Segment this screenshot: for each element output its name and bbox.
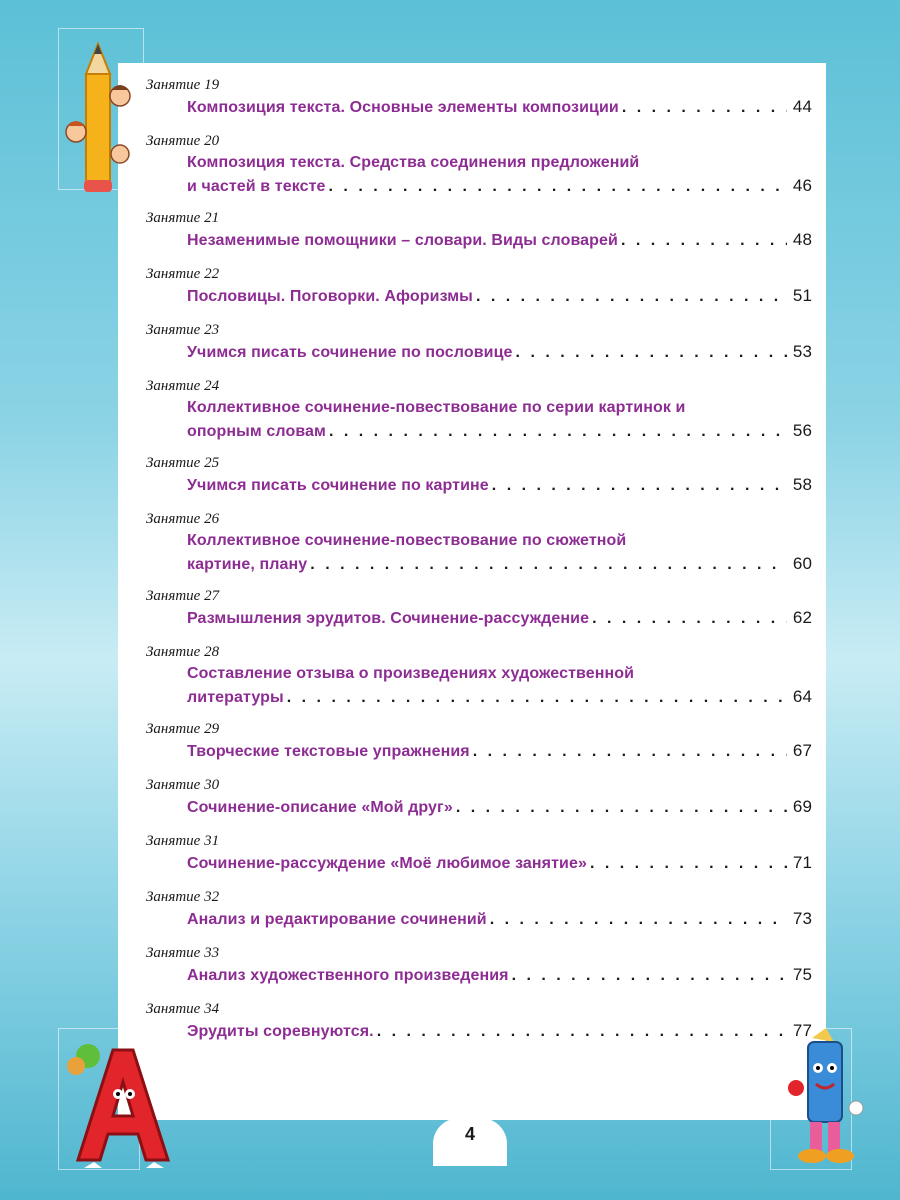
page-ref: 69 [792, 797, 812, 816]
lesson-title [187, 963, 812, 986]
title-line [187, 1019, 812, 1042]
title-text: Анализ и редактирование сочинений [187, 911, 487, 928]
lesson-label: Занятие 33 [146, 945, 220, 961]
title-text: Эрудиты соревнуются. [187, 1023, 374, 1040]
toc-entry [146, 453, 812, 509]
dot-leader [310, 553, 787, 576]
title-text: литературы [187, 689, 284, 706]
title-text: Сочинение-рассуждение «Моё любимое занятие» [187, 855, 587, 872]
lesson-label: Занятие 29 [146, 721, 220, 737]
toc-entry [146, 586, 812, 642]
lesson-title [187, 907, 812, 930]
page-ref: 56 [792, 421, 812, 440]
title-text: Коллективное сочинение-повествование по серии картинок и [187, 399, 686, 416]
page-ref: 73 [792, 909, 812, 928]
lesson-title [187, 396, 812, 442]
dot-leader [622, 96, 787, 119]
title-text: Композиция текста. Основные элементы композиции [187, 99, 619, 116]
lesson-title [187, 662, 812, 708]
title-line [187, 963, 812, 986]
dot-leader [512, 964, 787, 987]
page-ref: 53 [792, 342, 812, 361]
lesson-label: Занятие 27 [146, 588, 220, 604]
toc-entry [146, 887, 812, 943]
dot-leader [329, 175, 787, 198]
title-text: картине, плану [187, 556, 308, 573]
toc-entry [146, 264, 812, 320]
lesson-title [187, 739, 812, 762]
lesson-label: Занятие 24 [146, 378, 220, 394]
title-text: Коллективное сочинение-повествование по сюжетной [187, 532, 627, 549]
page-ref: 67 [792, 741, 812, 760]
lesson-label: Занятие 23 [146, 322, 220, 338]
page-ref: 44 [792, 97, 812, 116]
lesson-title [187, 473, 812, 496]
title-line [187, 685, 812, 708]
toc-entry [146, 208, 812, 264]
dot-leader [516, 341, 787, 364]
dot-leader [473, 740, 787, 763]
dot-leader [592, 607, 787, 630]
page-ref: 62 [792, 608, 812, 627]
title-line [187, 419, 812, 442]
lesson-title [187, 95, 812, 118]
dot-leader [287, 686, 787, 709]
title-line [187, 739, 812, 762]
title-text: Учимся писать сочинение по пословице [187, 344, 513, 361]
dot-leader [490, 908, 787, 931]
lesson-label: Занятие 25 [146, 455, 220, 471]
title-text: Пословицы. Поговорки. Афоризмы [187, 288, 473, 305]
toc-entry [146, 775, 812, 831]
title-line [187, 174, 812, 197]
toc-entry [146, 999, 812, 1055]
page-ref: 75 [792, 965, 812, 984]
page-ref: 77 [792, 1021, 812, 1040]
lesson-label: Занятие 26 [146, 511, 220, 527]
title-text: и частей в тексте [187, 178, 326, 195]
title-text: Композиция текста. Средства соединения предложений [187, 154, 640, 171]
title-text: Сочинение-описание «Мой друг» [187, 799, 453, 816]
toc-entry [146, 509, 812, 586]
page-ref: 64 [792, 687, 812, 706]
lesson-title [187, 606, 812, 629]
title-line [187, 795, 812, 818]
title-line [187, 552, 812, 575]
page-ref: 60 [792, 554, 812, 573]
toc-entry [146, 320, 812, 376]
dot-leader [492, 474, 787, 497]
title-text: Анализ художественного произведения [187, 967, 509, 984]
toc-entry [146, 131, 812, 208]
lesson-title [187, 151, 812, 197]
title-line [187, 396, 812, 419]
lesson-label: Занятие 22 [146, 266, 220, 282]
title-line [187, 473, 812, 496]
lesson-label: Занятие 20 [146, 133, 220, 149]
title-line [187, 284, 812, 307]
lesson-label: Занятие 32 [146, 889, 220, 905]
title-text: Учимся писать сочинение по картине [187, 477, 489, 494]
title-text: опорным словам [187, 423, 326, 440]
page-ref: 48 [792, 230, 812, 249]
page-number: 4 [464, 1124, 475, 1144]
dot-leader [476, 285, 787, 308]
title-text: Размышления эрудитов. Сочинение-рассуждение [187, 610, 590, 627]
lesson-label: Занятие 21 [146, 210, 220, 226]
lesson-title [187, 340, 812, 363]
toc-entry [146, 831, 812, 887]
toc-entry [146, 376, 812, 453]
lesson-title [187, 284, 812, 307]
lesson-title [187, 228, 812, 251]
lesson-label: Занятие 30 [146, 777, 220, 793]
lesson-title [187, 529, 812, 575]
title-line [187, 907, 812, 930]
page-ref: 46 [792, 176, 812, 195]
dot-leader [377, 1020, 787, 1043]
title-line [187, 851, 812, 874]
title-line [187, 662, 812, 685]
table-of-contents [146, 75, 812, 1055]
lesson-title [187, 795, 812, 818]
dot-leader [621, 229, 787, 252]
toc-entry [146, 75, 812, 131]
lesson-label: Занятие 31 [146, 833, 220, 849]
title-line [187, 151, 812, 174]
page-ref: 51 [792, 286, 812, 305]
title-line [187, 340, 812, 363]
dot-leader [590, 852, 787, 875]
lesson-label: Занятие 28 [146, 644, 220, 660]
lesson-title [187, 851, 812, 874]
toc-entry [146, 943, 812, 999]
dot-leader [456, 796, 787, 819]
toc-entry [146, 642, 812, 719]
lesson-title [187, 1019, 812, 1042]
toc-entry [146, 719, 812, 775]
page-ref: 58 [792, 475, 812, 494]
page-ref: 71 [792, 853, 812, 872]
pencil-kids-illustration [62, 34, 142, 194]
title-line [187, 529, 812, 552]
title-text: Незаменимые помощники – словари. Виды словарей [187, 232, 618, 249]
title-line [187, 95, 812, 118]
lesson-label: Занятие 34 [146, 1001, 220, 1017]
title-line [187, 606, 812, 629]
lesson-label: Занятие 19 [146, 77, 220, 93]
title-text: Составление отзыва о произведениях художественной [187, 665, 635, 682]
title-line [187, 228, 812, 251]
dot-leader [329, 420, 787, 443]
title-text: Творческие текстовые упражнения [187, 743, 470, 760]
